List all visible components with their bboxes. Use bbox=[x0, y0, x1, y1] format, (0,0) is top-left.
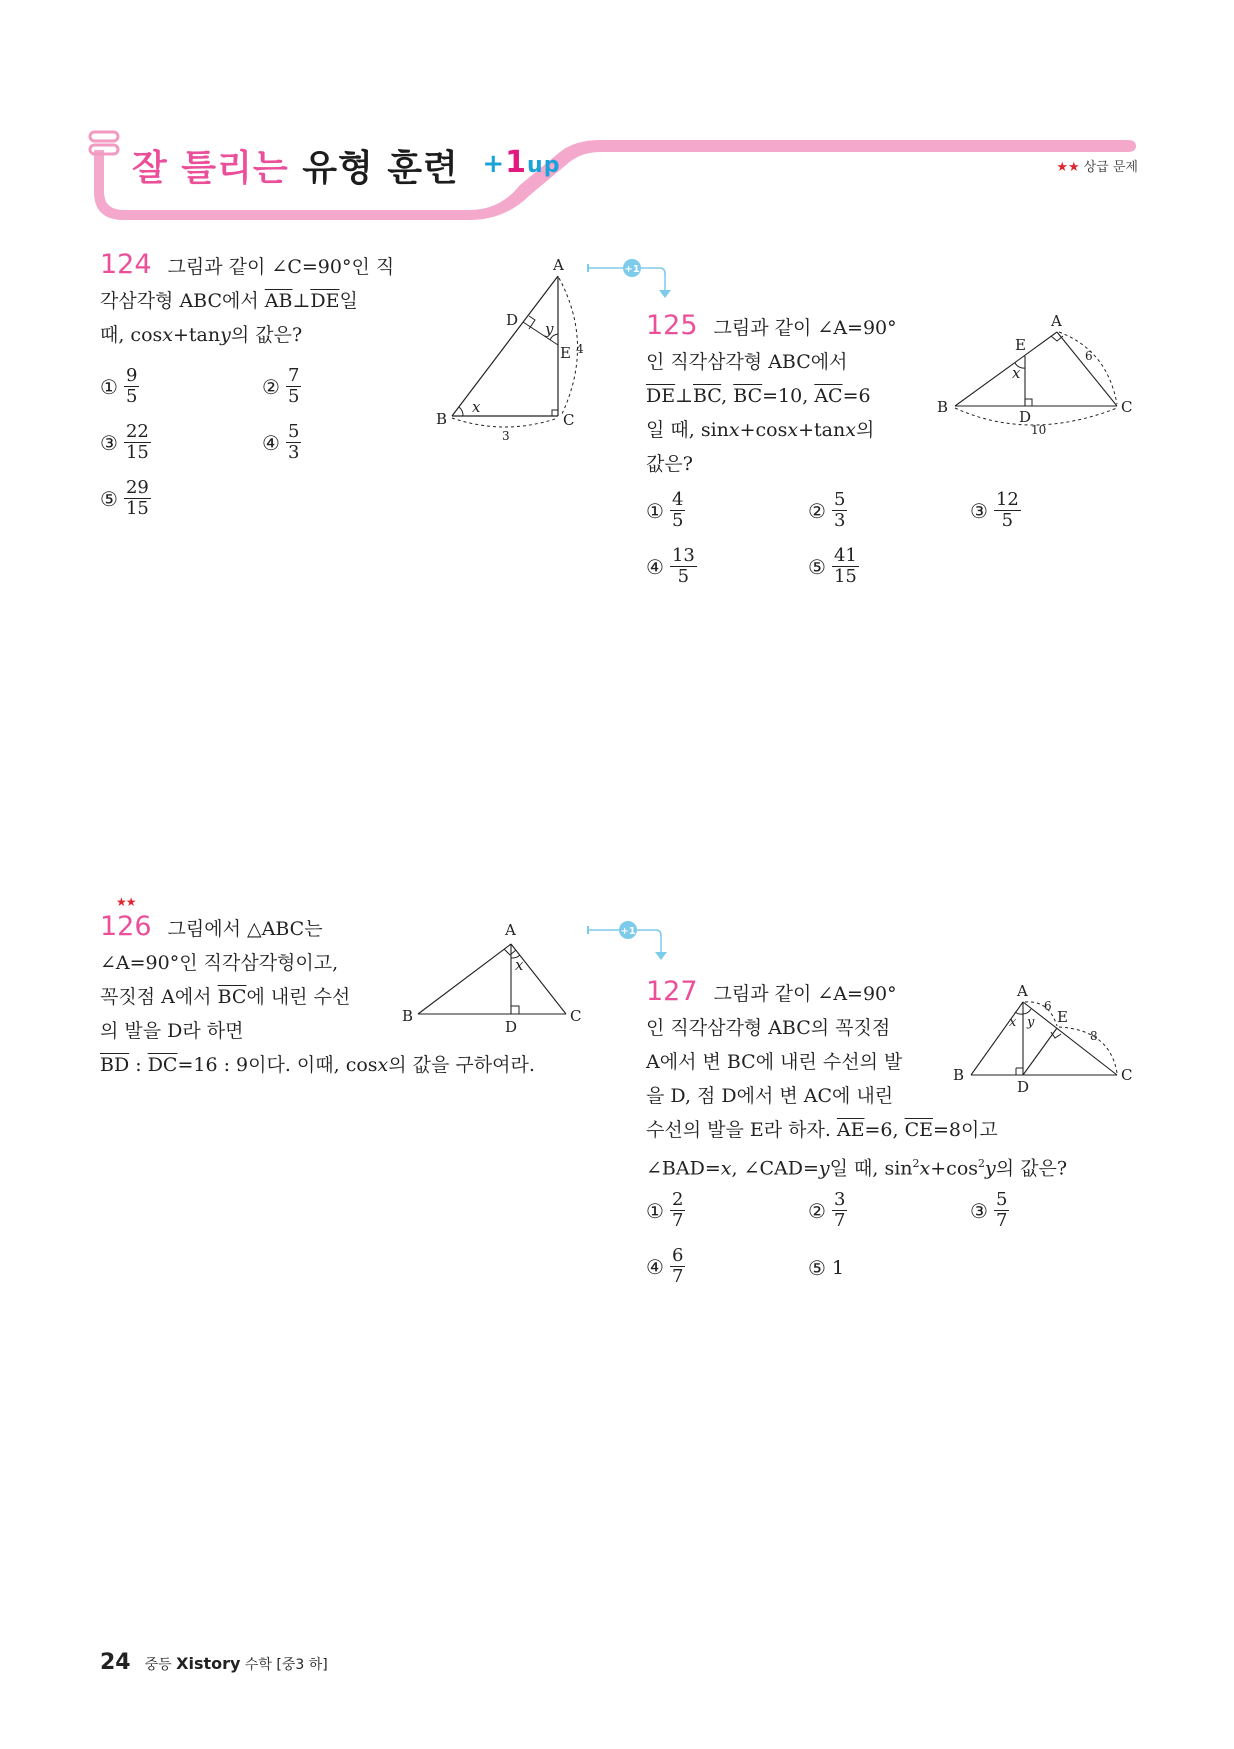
label-x: x bbox=[472, 398, 481, 416]
question-text: ∠A=90°인 직각삼각형이고, bbox=[100, 952, 339, 974]
fraction bbox=[286, 366, 301, 407]
fraction bbox=[994, 1190, 1009, 1231]
label-len-bc: 10 bbox=[1031, 423, 1047, 437]
denominator: 5 bbox=[671, 510, 684, 531]
label-e: E bbox=[1057, 1008, 1068, 1026]
question-number: 124 bbox=[100, 249, 152, 280]
segment-ab: $\overline{AB}$ bbox=[264, 290, 293, 312]
label-e: E bbox=[560, 344, 571, 362]
question-124 bbox=[100, 248, 394, 352]
choice-mark: ② bbox=[808, 498, 826, 523]
badge-one: 1 bbox=[505, 145, 528, 180]
choice-mark: ② bbox=[808, 1198, 826, 1223]
exponent: 2 bbox=[912, 1157, 920, 1170]
question-text: : bbox=[129, 1054, 148, 1076]
question-text: 에 내린 수선 bbox=[246, 986, 351, 1008]
question-125-line3 bbox=[646, 379, 897, 413]
question-text: 일 때, sin bbox=[829, 1157, 913, 1180]
perp-symbol: ⊥ bbox=[675, 385, 693, 407]
label-c: C bbox=[563, 411, 575, 429]
label-d: D bbox=[1017, 1078, 1030, 1096]
numerator: 41 bbox=[833, 545, 857, 566]
label-len-ae: 6 bbox=[1044, 999, 1052, 1013]
question-text: 그림과 같이 ∠A=90° bbox=[713, 317, 897, 339]
label-c: C bbox=[1121, 1066, 1133, 1084]
plus-one-connector bbox=[586, 258, 676, 308]
question-text: +tan bbox=[172, 324, 221, 346]
denominator: 15 bbox=[833, 566, 857, 587]
choice-125-5[interactable] bbox=[808, 546, 859, 587]
star-icon: ★★ bbox=[1056, 160, 1080, 175]
question-text: +cos bbox=[739, 419, 788, 441]
brand-name: Xistory bbox=[176, 1654, 241, 1673]
choice-mark: ① bbox=[646, 498, 664, 523]
title-black-part: 유형 훈련 bbox=[302, 148, 459, 189]
segment-bc: $\overline{BC}$ bbox=[692, 385, 722, 407]
choice-mark: ① bbox=[100, 374, 118, 399]
label-x: x bbox=[1012, 364, 1021, 382]
denominator: 3 bbox=[833, 510, 846, 531]
question-text: =8이고 bbox=[933, 1119, 998, 1141]
question-text: =6, bbox=[864, 1119, 905, 1141]
label-d: D bbox=[1019, 408, 1032, 426]
choice-127-1[interactable] bbox=[646, 1190, 685, 1231]
page-number: 24 bbox=[100, 1650, 131, 1675]
numerator: 29 bbox=[125, 477, 149, 498]
choice-value: 1 bbox=[831, 1257, 845, 1279]
label-a: A bbox=[1051, 312, 1062, 330]
choice-124-3[interactable] bbox=[100, 422, 151, 463]
question-125-line1 bbox=[646, 309, 897, 345]
label-b: B bbox=[436, 410, 448, 428]
label-len-ac: 6 bbox=[1085, 349, 1093, 363]
question-125-line4 bbox=[646, 413, 897, 447]
denominator: 7 bbox=[995, 1210, 1008, 1231]
denominator: 7 bbox=[833, 1210, 846, 1231]
segment-ac: $\overline{AC}$ bbox=[814, 385, 843, 407]
var-x: x bbox=[720, 1157, 732, 1180]
question-text: , bbox=[721, 385, 734, 407]
segment-bc: $\overline{BC}$ bbox=[733, 385, 763, 407]
fraction bbox=[832, 546, 859, 587]
question-text: 꼭짓점 A에서 bbox=[100, 986, 218, 1008]
question-127-line6 bbox=[646, 1147, 1067, 1185]
denominator: 5 bbox=[125, 386, 138, 407]
choice-mark: ③ bbox=[970, 1198, 988, 1223]
fraction bbox=[994, 490, 1021, 531]
question-text: 의 값은? bbox=[995, 1157, 1068, 1180]
fraction bbox=[286, 422, 301, 463]
choice-125-1[interactable] bbox=[646, 490, 685, 531]
question-text: 의 값을 구하여라. bbox=[388, 1054, 535, 1076]
denominator: 5 bbox=[287, 386, 300, 407]
numerator: 6 bbox=[671, 1245, 684, 1266]
title-pink-part: 잘 틀리는 bbox=[132, 148, 289, 189]
label-len-ac: 4 bbox=[576, 342, 584, 356]
choice-127-4[interactable] bbox=[646, 1246, 685, 1287]
choice-124-5[interactable] bbox=[100, 478, 151, 519]
label-c: C bbox=[1121, 398, 1133, 416]
question-text: +cos bbox=[930, 1157, 979, 1180]
perp-symbol: ⊥ bbox=[292, 290, 311, 312]
segment-dc: $\overline{DC}$ bbox=[147, 1054, 178, 1076]
var-x: x bbox=[728, 419, 740, 441]
figure-124 bbox=[430, 250, 610, 450]
numerator: 9 bbox=[125, 365, 138, 386]
denominator: 5 bbox=[677, 566, 690, 587]
badge-up: up bbox=[527, 153, 561, 178]
question-text: 의 값은? bbox=[230, 324, 303, 346]
fraction bbox=[124, 422, 151, 463]
question-number: 127 bbox=[646, 976, 698, 1007]
choice-mark: ⑤ bbox=[808, 1256, 826, 1280]
question-number: 125 bbox=[646, 310, 698, 341]
header-banner bbox=[0, 0, 1234, 230]
label-a: A bbox=[553, 256, 564, 274]
choice-mark: ③ bbox=[100, 430, 118, 455]
question-text: 그림과 같이 ∠C=90°인 직 bbox=[167, 256, 395, 278]
var-x: x bbox=[162, 324, 173, 346]
plus-one-connector bbox=[586, 920, 676, 970]
question-text: 그림과 같이 ∠A=90° bbox=[713, 983, 897, 1005]
label-b: B bbox=[937, 398, 949, 416]
label-len-ce: 8 bbox=[1090, 1029, 1098, 1043]
choice-125-4[interactable] bbox=[646, 546, 697, 587]
question-127-line5 bbox=[646, 1113, 1067, 1147]
numerator: 13 bbox=[671, 545, 695, 566]
question-text: ∠BAD= bbox=[646, 1157, 721, 1180]
segment-de: $\overline{DE}$ bbox=[646, 385, 676, 407]
question-text: 그림에서 △ABC는 bbox=[167, 918, 323, 940]
label-d: D bbox=[506, 311, 519, 329]
question-124-line1 bbox=[100, 248, 394, 284]
numerator: 5 bbox=[995, 1189, 1008, 1210]
choice-124-2[interactable] bbox=[262, 366, 301, 407]
plus-one-icon: +1 bbox=[620, 926, 636, 937]
denominator: 15 bbox=[125, 442, 149, 463]
denominator: 7 bbox=[671, 1210, 684, 1231]
question-text: , ∠CAD= bbox=[731, 1157, 819, 1180]
choice-mark: ① bbox=[646, 1198, 664, 1223]
exponent: 2 bbox=[978, 1157, 986, 1170]
subject-label: 수학 [중3 하] bbox=[244, 1657, 328, 1673]
fraction bbox=[670, 546, 697, 587]
segment-ce: $\overline{CE}$ bbox=[904, 1119, 934, 1141]
numerator: 12 bbox=[995, 489, 1019, 510]
segment-bc: $\overline{BC}$ bbox=[217, 986, 247, 1008]
choice-mark: ③ bbox=[970, 498, 988, 523]
plus-one-icon: +1 bbox=[624, 264, 640, 275]
level-indicator bbox=[1056, 156, 1138, 175]
figure-125 bbox=[935, 310, 1135, 440]
denominator: 15 bbox=[125, 498, 149, 519]
choice-mark: ⑤ bbox=[808, 554, 826, 579]
question-text: =10, bbox=[762, 385, 815, 407]
numerator: 22 bbox=[125, 421, 149, 442]
question-text: =16 : 9이다. 이때, cos bbox=[177, 1054, 378, 1076]
choice-127-2[interactable] bbox=[808, 1190, 847, 1231]
fraction bbox=[124, 366, 139, 407]
question-text: 을 D, 점 D에서 변 AC에 내린 bbox=[646, 1085, 894, 1107]
choice-mark: ④ bbox=[646, 1254, 664, 1279]
label-len-bc: 3 bbox=[502, 429, 510, 443]
label-y: y bbox=[545, 320, 554, 338]
numerator: 5 bbox=[287, 421, 300, 442]
label-y: y bbox=[1027, 1015, 1035, 1030]
fraction bbox=[832, 1190, 847, 1231]
choice-127-5[interactable] bbox=[808, 1256, 844, 1280]
question-text: 값은? bbox=[646, 453, 693, 475]
fraction bbox=[670, 1246, 685, 1287]
numerator: 4 bbox=[671, 489, 684, 510]
question-124-line3 bbox=[100, 318, 394, 352]
numerator: 7 bbox=[287, 365, 300, 386]
question-125 bbox=[646, 309, 897, 481]
label-a: A bbox=[505, 921, 516, 939]
numerator: 2 bbox=[671, 1189, 684, 1210]
segment-bd: $\overline{BD}$ bbox=[100, 1054, 130, 1076]
choice-124-4[interactable] bbox=[262, 422, 301, 463]
question-125-line5 bbox=[646, 447, 897, 481]
numerator: 5 bbox=[833, 489, 846, 510]
label-b: B bbox=[402, 1007, 414, 1025]
var-x: x bbox=[845, 419, 856, 441]
question-text: 때, cos bbox=[100, 324, 163, 346]
var-x: x bbox=[787, 419, 799, 441]
page-footer bbox=[100, 1650, 328, 1675]
choice-127-3[interactable] bbox=[970, 1190, 1009, 1231]
question-text: 각삼각형 ABC에서 bbox=[100, 290, 265, 312]
choice-125-3[interactable] bbox=[970, 490, 1021, 531]
level-label: 상급 문제 bbox=[1083, 160, 1138, 175]
difficulty-stars: ★★ bbox=[116, 895, 136, 909]
question-text: 인 직각삼각형 ABC의 꼭짓점 bbox=[646, 1017, 891, 1039]
question-124-line2 bbox=[100, 284, 394, 318]
question-text: 일 때, sin bbox=[646, 419, 729, 441]
denominator: 3 bbox=[287, 442, 300, 463]
var-y: y bbox=[985, 1157, 996, 1180]
label-x: x bbox=[515, 956, 524, 974]
var-y: y bbox=[818, 1157, 830, 1180]
figure-127 bbox=[945, 980, 1135, 1096]
var-x: x bbox=[377, 1054, 389, 1076]
choice-124-1[interactable] bbox=[100, 366, 139, 407]
label-x: x bbox=[1009, 1015, 1017, 1030]
label-b: B bbox=[953, 1066, 965, 1084]
question-text: 수선의 발을 E라 하자. bbox=[646, 1119, 837, 1141]
question-text: 의 발을 D라 하면 bbox=[100, 1020, 244, 1042]
fraction bbox=[670, 1190, 685, 1231]
choice-mark: ④ bbox=[262, 430, 280, 455]
question-text: 일 bbox=[339, 290, 358, 312]
section-title bbox=[132, 140, 560, 191]
var-y: y bbox=[220, 324, 231, 346]
question-text: 의 bbox=[855, 419, 875, 441]
choice-mark: ④ bbox=[646, 554, 664, 579]
label-a: A bbox=[1017, 982, 1028, 1000]
question-125-line2 bbox=[646, 345, 897, 379]
denominator: 5 bbox=[1001, 510, 1014, 531]
figure-126 bbox=[400, 915, 590, 1036]
question-number: 126 bbox=[100, 911, 152, 942]
question-text: +tan bbox=[798, 419, 846, 441]
fraction bbox=[124, 478, 151, 519]
fraction bbox=[670, 490, 685, 531]
choice-125-2[interactable] bbox=[808, 490, 847, 531]
fraction bbox=[832, 490, 847, 531]
choice-mark: ② bbox=[262, 374, 280, 399]
badge-plus: + bbox=[482, 149, 506, 179]
question-126-line5 bbox=[100, 1048, 535, 1082]
label-d: D bbox=[505, 1018, 518, 1036]
var-x: x bbox=[919, 1157, 931, 1180]
question-text: =6 bbox=[842, 385, 871, 407]
choice-mark: ⑤ bbox=[100, 486, 118, 511]
series-label: 중등 bbox=[144, 1657, 172, 1673]
numerator: 3 bbox=[833, 1189, 846, 1210]
question-text: 인 직각삼각형 ABC에서 bbox=[646, 351, 848, 373]
label-c: C bbox=[570, 1007, 582, 1025]
denominator: 7 bbox=[671, 1266, 684, 1287]
question-text: A에서 변 BC에 내린 수선의 발 bbox=[646, 1051, 903, 1073]
segment-ae: $\overline{AE}$ bbox=[836, 1119, 865, 1141]
segment-de: $\overline{DE}$ bbox=[310, 290, 340, 312]
label-e: E bbox=[1015, 336, 1026, 354]
